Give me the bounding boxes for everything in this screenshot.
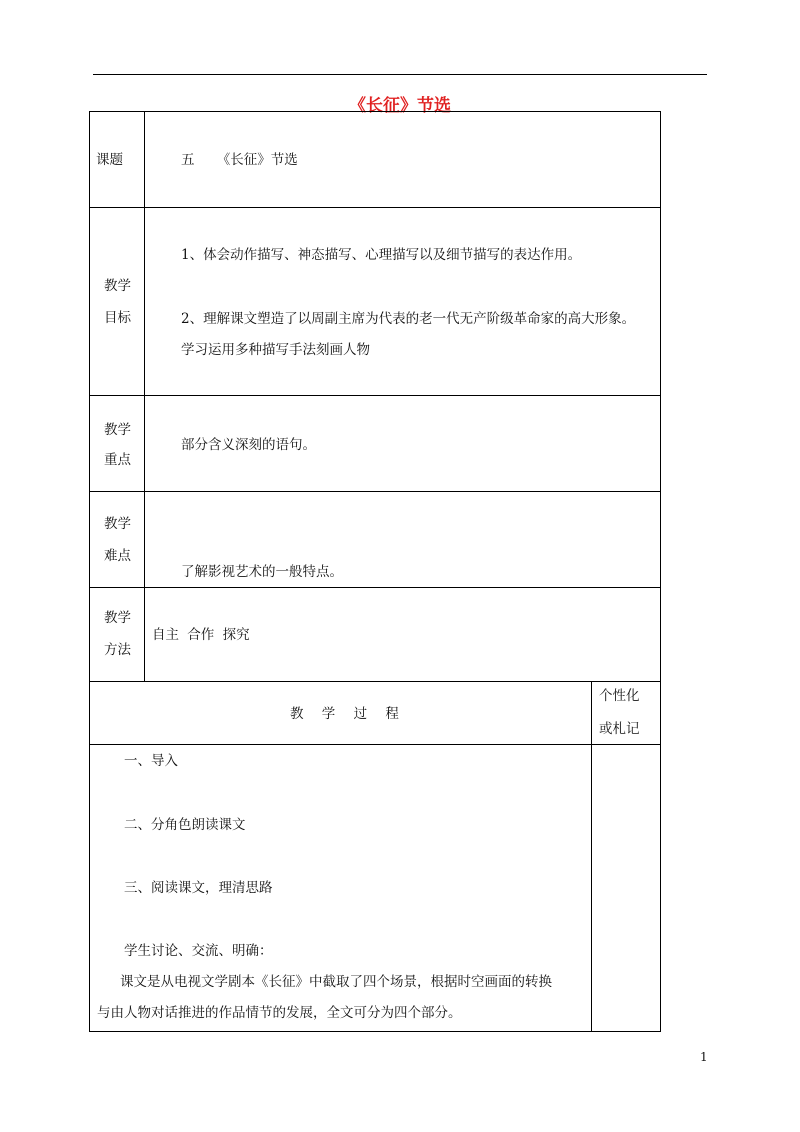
row-divider	[89, 207, 661, 208]
page-number: 1	[700, 1050, 708, 1064]
process-header: 教 学 过 程	[290, 706, 401, 722]
row-divider	[89, 395, 661, 396]
header-rule	[93, 74, 707, 75]
key-points-label-line2: 重点	[104, 452, 131, 468]
notes-header-line2: 或札记	[599, 721, 640, 737]
topic-label: 课题	[96, 152, 123, 168]
row-divider	[89, 587, 661, 588]
difficulties-label-line1: 教学	[104, 516, 131, 532]
info-table-divider	[144, 111, 145, 682]
row-divider	[89, 491, 661, 492]
key-points-value: 部分含义深刻的语句。	[181, 437, 316, 453]
page-title: 《长征》节选	[349, 96, 451, 116]
method-value: 自主 合作 探究	[152, 627, 250, 643]
difficulties-label-line2: 难点	[104, 548, 131, 564]
topic-value: 五 《长征》节选	[181, 152, 298, 168]
step-3: 三、阅读课文，理清思路	[124, 880, 273, 896]
content-line-1: 课文是从电视文学剧本《长征》中截取了四个场景，根据时空画面的转换	[120, 974, 552, 990]
difficulties-value: 了解影视艺术的一般特点。	[181, 564, 343, 580]
key-points-label-line1: 教学	[104, 422, 131, 438]
discussion-line: 学生讨论、交流、明确：	[124, 943, 273, 959]
process-header-divider	[89, 744, 661, 745]
method-label-line2: 方法	[104, 642, 131, 658]
notes-column-divider	[591, 681, 592, 1032]
info-table	[89, 111, 661, 682]
goals-item-3: 学习运用多种描写手法刻画人物	[181, 342, 370, 358]
goals-label-line1: 教学	[104, 278, 131, 294]
content-line-2: 与由人物对话推进的作品情节的发展，全文可分为四个部分。	[97, 1005, 462, 1021]
goals-item-1: 1、体会动作描写、神态描写、心理描写以及细节描写的表达作用。	[181, 247, 582, 263]
step-2: 二、分角色朗读课文	[124, 817, 246, 833]
goals-label-line2: 目标	[104, 310, 131, 326]
notes-header-line1: 个性化	[599, 688, 640, 704]
goals-item-2: 2、理解课文塑造了以周副主席为代表的老一代无产阶级革命家的高大形象。	[181, 311, 636, 327]
method-label-line1: 教学	[104, 610, 131, 626]
step-1: 一、导入	[124, 753, 178, 769]
